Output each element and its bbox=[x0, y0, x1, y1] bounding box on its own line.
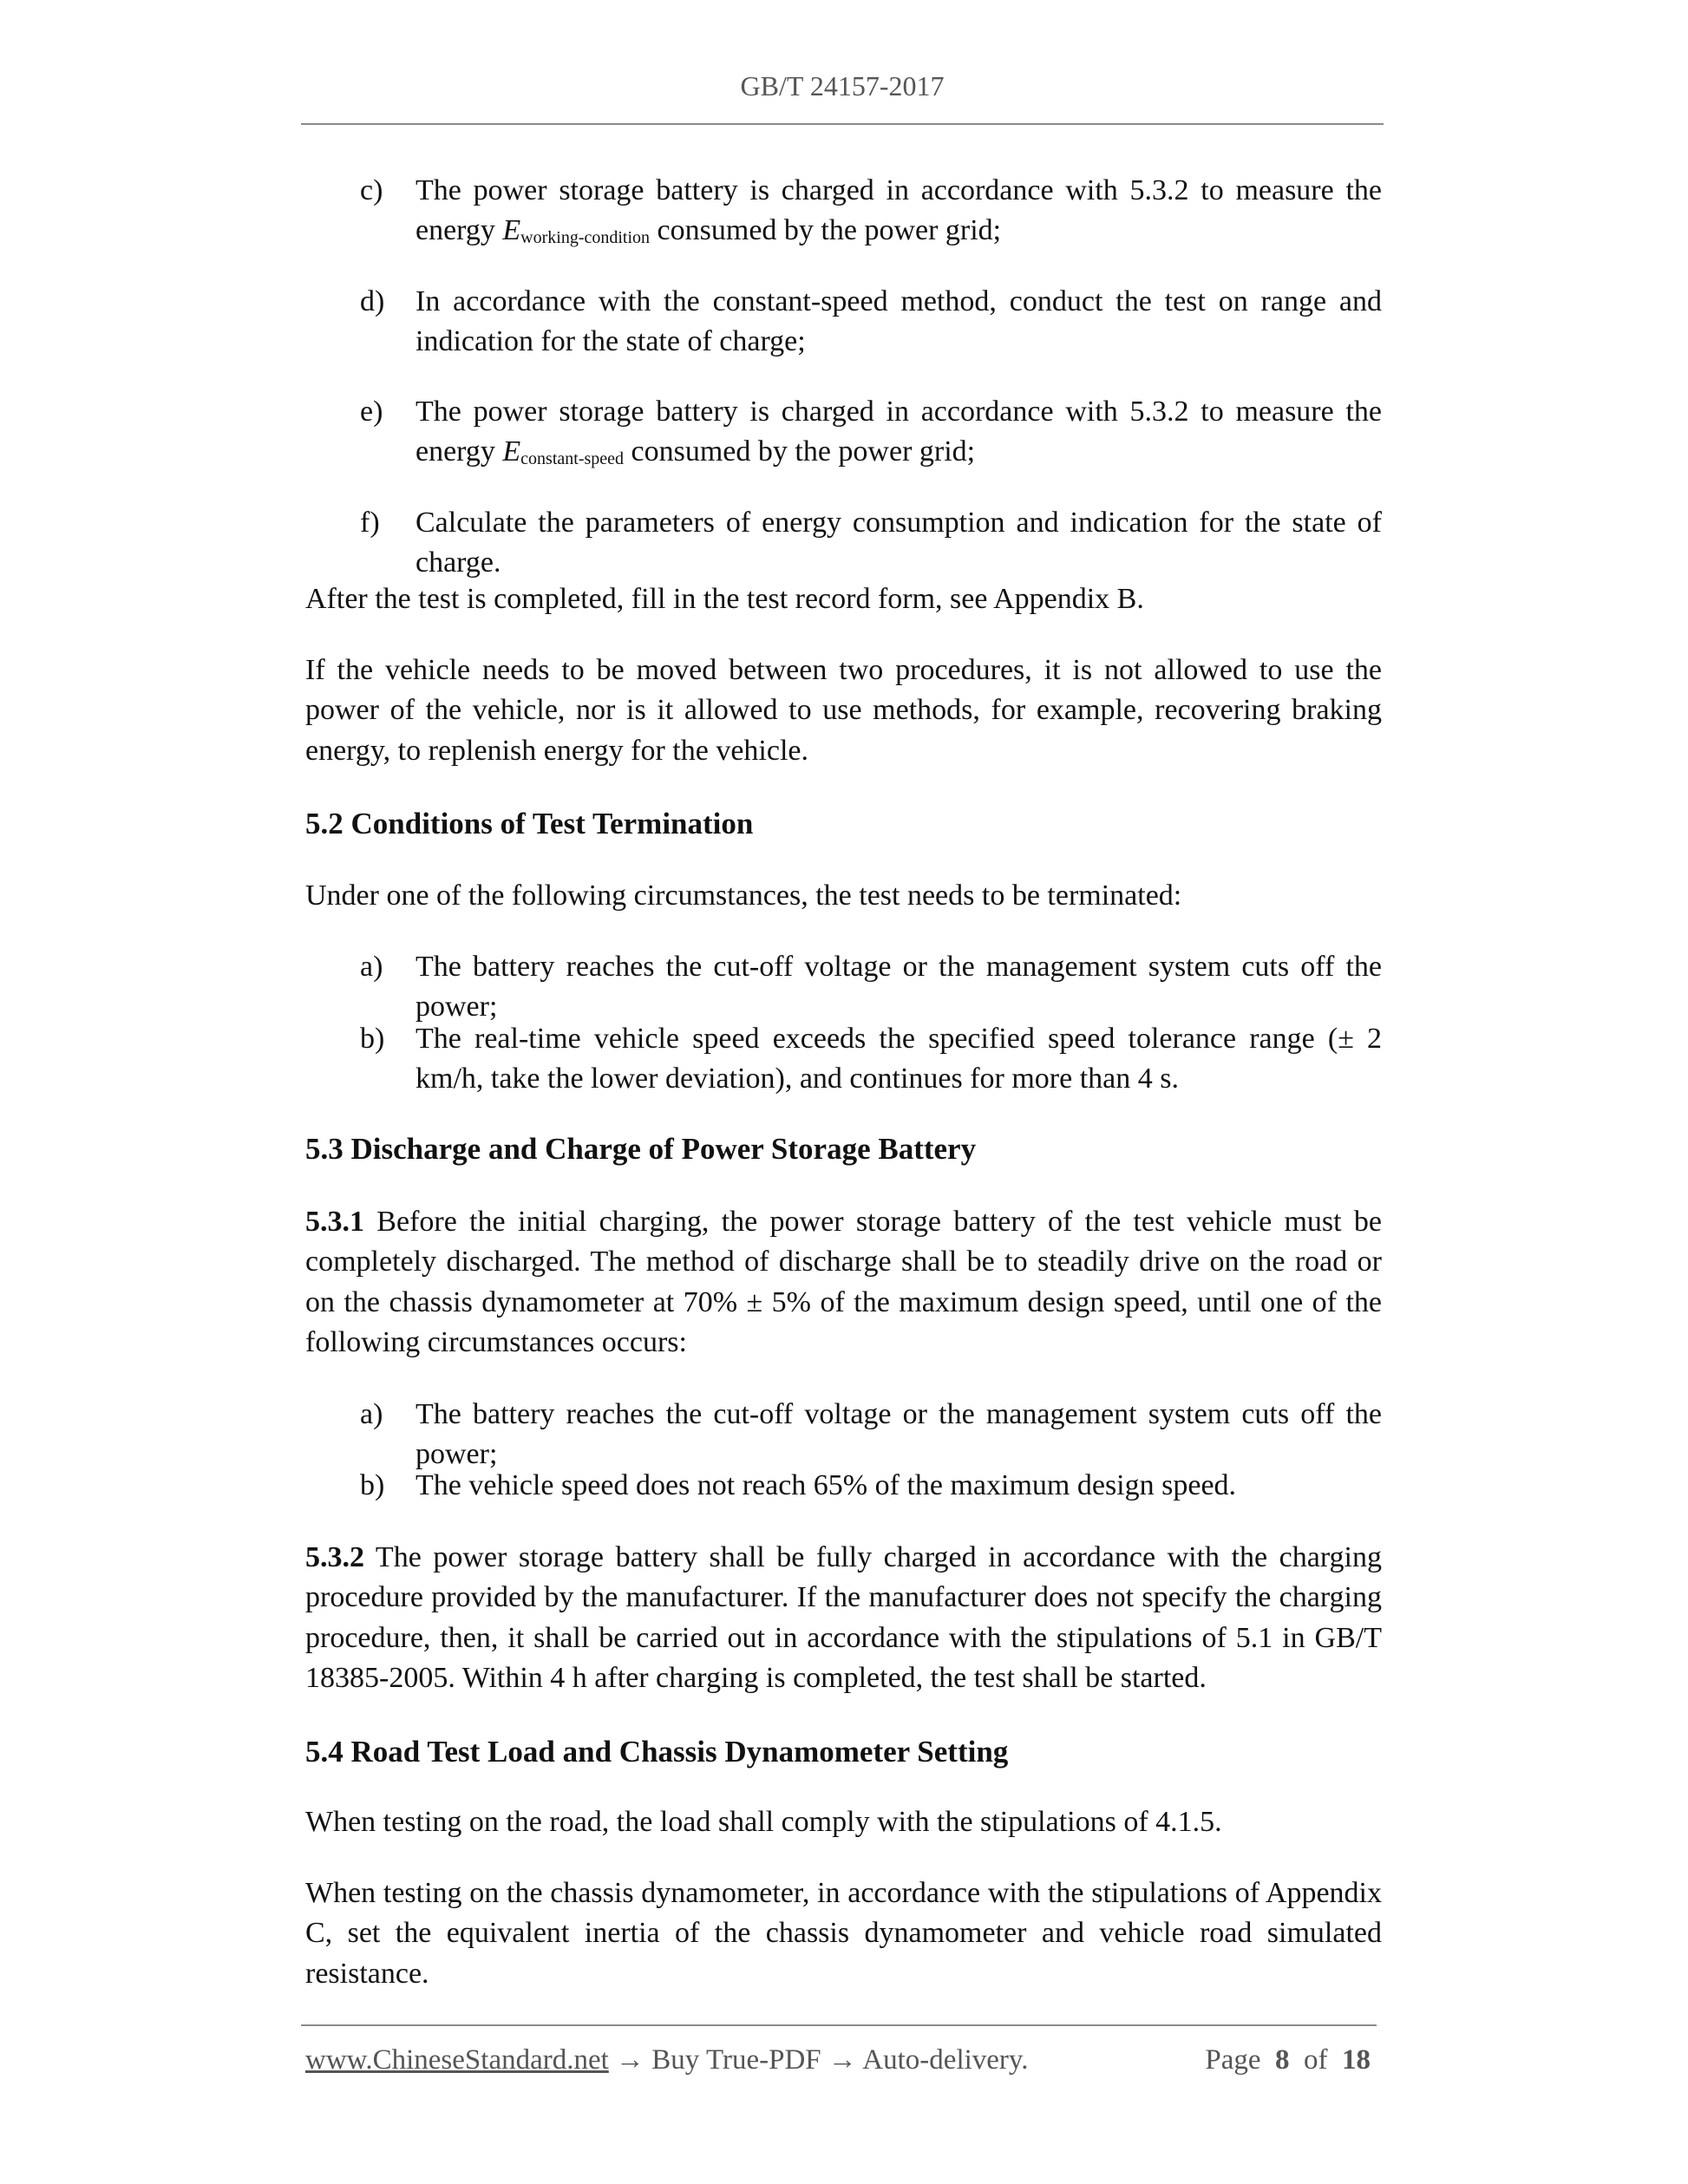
list-text bbox=[415, 171, 1382, 258]
section-heading-5-2: 5.2 Conditions of Test Termination bbox=[305, 807, 754, 840]
page-total: 18 bbox=[1342, 2044, 1371, 2076]
list-label: a) bbox=[360, 1398, 383, 1430]
energy-symbol: E bbox=[502, 435, 521, 468]
page-footer bbox=[305, 2041, 1371, 2079]
clause-text: The power storage battery shall be fully charged in accordance with the charging procedure provided by the manufacturer. If the manufacturer does not specify the charging procedure, then, it shall be carried out in accordance with the stipulations of 5.1 in GB/T 18385-2005. Within 4 h after charging is completed, the test shall be started. bbox=[305, 1541, 1382, 1694]
section-heading-5-4: 5.4 Road Test Load and Chassis Dynamometer Setting bbox=[305, 1735, 1009, 1769]
list-text-pre: The power storage battery is charged in accordance with 5.3.2 to measure the energy bbox=[415, 174, 1382, 247]
list-text: In accordance with the constant-speed method, conduct the test on range and indication for the state of charge; bbox=[415, 285, 1382, 358]
header-divider bbox=[301, 123, 1384, 125]
page-word: Page bbox=[1205, 2044, 1261, 2076]
list-text: The battery reaches the cut-off voltage or the management system cuts off the power; bbox=[415, 951, 1382, 1023]
list-text: The real-time vehicle speed exceeds the specified speed tolerance range (± 2 km/h, take the lower deviation), and continues for more than 4 s. bbox=[415, 1023, 1382, 1095]
paragraph-vehicle-moved: If the vehicle needs to be moved between two procedures, it is not allowed to use the power of the vehicle, nor is it allowed to use methods, for example, recovering braking energy, to replenish energy for the vehicle. bbox=[305, 654, 1382, 767]
energy-subscript: constant-speed bbox=[520, 449, 625, 469]
list-text: Calculate the parameters of energy consumption and indication for the state of charge. bbox=[415, 507, 1382, 579]
page-header-standard-id: GB/T 24157-2017 bbox=[740, 70, 945, 101]
list-label: c) bbox=[360, 174, 383, 206]
list-label: b) bbox=[360, 1023, 385, 1055]
website-link[interactable]: www.ChineseStandard.net bbox=[305, 2044, 609, 2076]
energy-symbol: E bbox=[502, 214, 521, 247]
list-text-post: consumed by the power grid; bbox=[650, 214, 1002, 247]
list-text: The battery reaches the cut-off voltage or the management system cuts off the power; bbox=[415, 1398, 1382, 1471]
clause-5-3-2 bbox=[305, 1538, 1382, 1698]
list-text: The vehicle speed does not reach 65% of the maximum design speed. bbox=[415, 1469, 1237, 1501]
paragraph-road-load: When testing on the road, the load shall comply with the stipulations of 4.1.5. bbox=[305, 1806, 1222, 1838]
clause-number: 5.3.1 bbox=[305, 1206, 364, 1238]
footer-tagline: → Buy True-PDF → Auto-delivery. bbox=[608, 2044, 1029, 2076]
list-text-post: consumed by the power grid; bbox=[624, 435, 976, 468]
clause-5-3-1 bbox=[305, 1202, 1382, 1363]
energy-subscript: working-condition bbox=[520, 228, 651, 248]
list-label: b) bbox=[360, 1469, 385, 1501]
list-label: a) bbox=[360, 951, 383, 983]
list-label: f) bbox=[360, 507, 380, 539]
paragraph-test-record: After the test is completed, fill in the test record form, see Appendix B. bbox=[305, 583, 1144, 615]
list-text-pre: The power storage battery is charged in accordance with 5.3.2 to measure the energy bbox=[415, 396, 1382, 468]
of-word: of bbox=[1304, 2044, 1328, 2076]
clause-number: 5.3.2 bbox=[305, 1541, 364, 1573]
page-indicator bbox=[1205, 2041, 1371, 2079]
paragraph-termination-intro: Under one of the following circumstances, the test needs to be terminated: bbox=[305, 879, 1182, 912]
page-current: 8 bbox=[1275, 2044, 1290, 2076]
section-heading-5-3: 5.3 Discharge and Charge of Power Storage Battery bbox=[305, 1132, 977, 1166]
list-label: e) bbox=[360, 396, 383, 428]
list-text bbox=[415, 392, 1382, 480]
clause-text: Before the initial charging, the power storage battery of the test vehicle must be completely discharged. The method of discharge shall be to steadily drive on the road or on the chassis dynamometer at 70% ± 5% of the maximum design speed, until one of the following circumstances occurs: bbox=[305, 1206, 1382, 1358]
footer-divider bbox=[301, 2024, 1377, 2026]
paragraph-dynamometer-setting: When testing on the chassis dynamometer, in accordance with the stipulations of Appendix C, set the equivalent inertia of the chassis dynamometer and vehicle road simulated resistance. bbox=[305, 1877, 1382, 1990]
list-label: d) bbox=[360, 285, 385, 317]
